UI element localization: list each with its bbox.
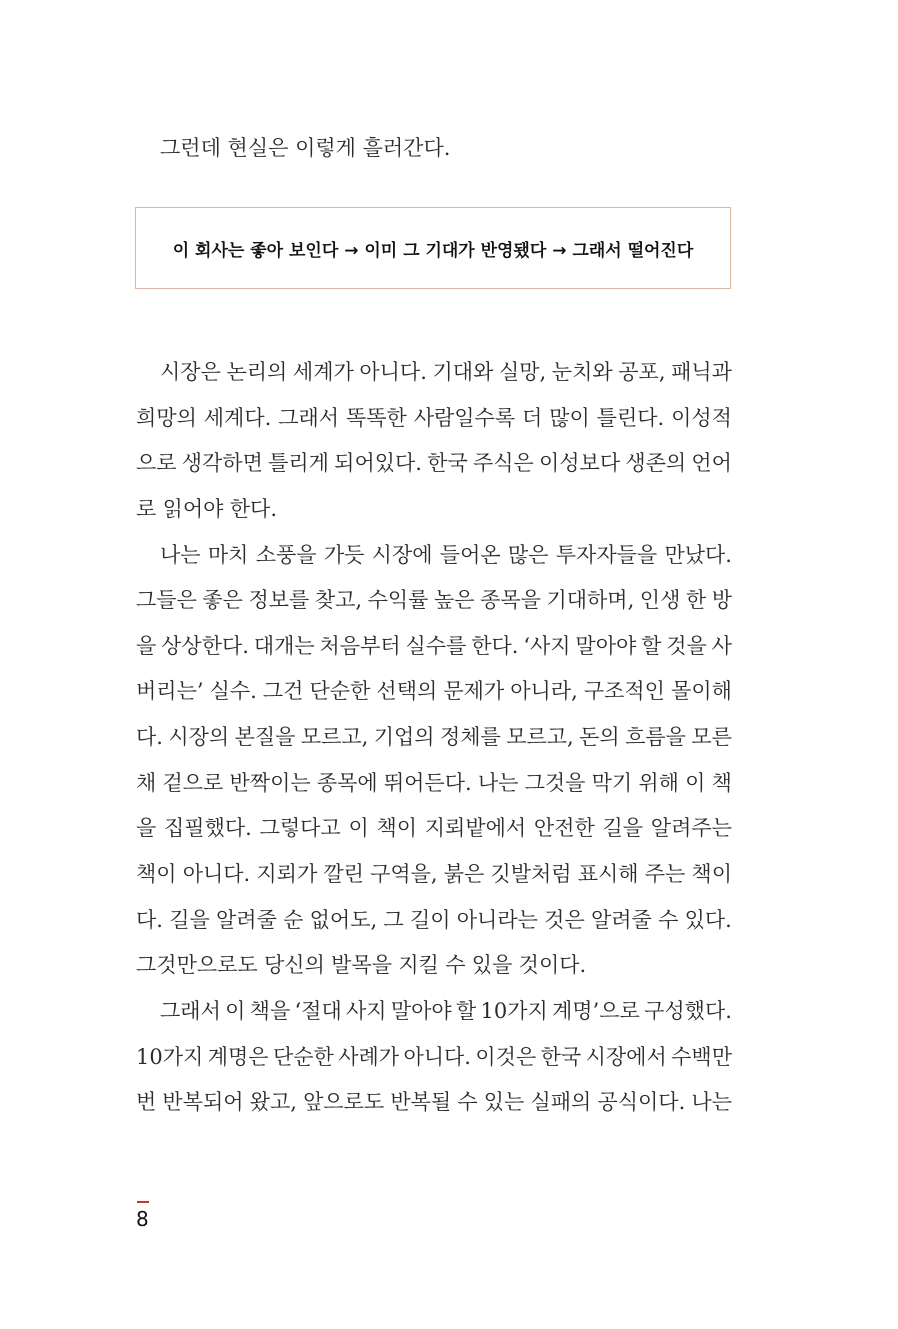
body-text: [136, 353, 732, 1129]
text-line: 그들은 좋은 정보를 찾고, 수익률 높은 종목을 기대하며, 인생 한 방: [136, 588, 732, 613]
text-line: 채 겉으로 반짝이는 종목에 뛰어든다. 나는 그것을 막기 위해 이 책: [136, 770, 732, 795]
text-line: 로 읽어야 한다.: [136, 496, 277, 521]
text-line: 다. 시장의 본질을 모르고, 기업의 정체를 모르고, 돈의 흐름을 모른: [136, 725, 732, 750]
text-line: 나는 마치 소풍을 가듯 시장에 들어온 많은 투자자들을 만났다.: [160, 542, 732, 567]
text-line: 책이 아니다. 지뢰가 깔린 구역을, 붉은 깃발처럼 표시해 주는 책이: [136, 862, 732, 887]
intro-sentence: 그런데 현실은 이렇게 흘러간다.: [160, 136, 451, 160]
page-number-marker: [137, 1201, 149, 1203]
text-line: 버리는’ 실수. 그건 단순한 선택의 문제가 아니라, 구조적인 몰이해: [136, 679, 732, 704]
text-line: 번 반복되어 왔고, 앞으로도 반복될 수 있는 실패의 공식이다. 나는: [136, 1090, 732, 1115]
text-line: 다. 길을 알려줄 순 없어도, 그 길이 아니라는 것은 알려줄 수 있다.: [136, 907, 732, 932]
callout-box: [135, 207, 731, 289]
text-line: 그것만으로도 당신의 발목을 지킬 수 있을 것이다.: [136, 953, 587, 978]
text-line: 을 상상한다. 대개는 처음부터 실수를 한다. ‘사지 말아야 할 것을 사: [136, 633, 732, 658]
text-line: 그래서 이 책을 ‘절대 사지 말아야 할 10가지 계명’으로 구성했다.: [160, 998, 732, 1023]
text-line: 10가지 계명은 단순한 사례가 아니다. 이것은 한국 시장에서 수백만: [136, 1044, 732, 1069]
text-line: 을 집필했다. 그렇다고 이 책이 지뢰밭에서 안전한 길을 알려주는: [136, 816, 732, 841]
text-line: 희망의 세계다. 그래서 똑똑한 사람일수록 더 많이 틀린다. 이성적: [136, 405, 732, 430]
page-number: 8: [136, 1207, 149, 1231]
callout-text: 이 회사는 좋아 보인다 → 이미 그 기대가 반영됐다 → 그래서 떨어진다: [172, 240, 694, 261]
text-line: 으로 생각하면 틀리게 되어있다. 한국 주식은 이성보다 생존의 언어: [136, 451, 732, 476]
text-line: 시장은 논리의 세계가 아니다. 기대와 실망, 눈치와 공포, 패닉과: [160, 360, 732, 384]
